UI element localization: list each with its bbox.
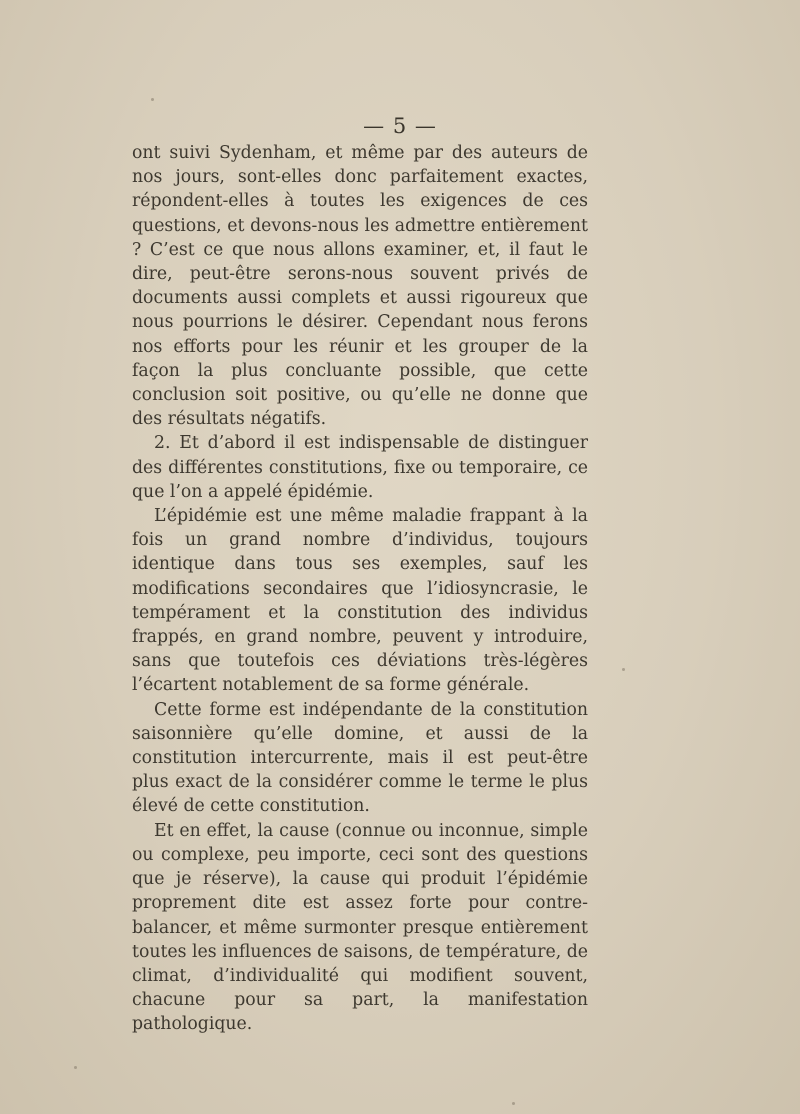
page-number: — 5 — [363, 114, 437, 138]
paragraph-3: L’épidémie est une même maladie frappant à la fois un grand nombre d’individus, toujours identique dans tous ses exemples, sauf les modifications secondaires que l’idiosyncrasie, le tempérament et la constitution des individus frappés, en grand nombre, peuvent y introduire, sans que toutefois ces déviations très-légères l’écartent notablement de sa forme générale. [132, 506, 588, 696]
paper-speck [622, 668, 625, 671]
paper-speck [74, 1066, 77, 1069]
paragraph-4: Cette forme est indépendante de la constitution saisonnière qu’elle domine, et aussi de la constitution intercurrente, mais il est peut-être plus exact de la considérer comme le terme le plus élevé de cette constitution. [132, 699, 588, 817]
paper-speck [512, 1102, 515, 1105]
body-text [132, 141, 588, 1037]
paper-speck [151, 98, 154, 101]
paragraph-2: 2. Et d’abord il est indispensable de distinguer des différentes constitutions, fixe ou temporaire, ce que l’on a appelé épidémie. [132, 433, 588, 502]
paragraph-1: ont suivi Sydenham, et même par des auteurs de nos jours, sont-elles donc parfaitement exactes, répondent-elles à toutes les exigences de ces questions, et devons-nous les admettre entièrement ? C’est ce que nous allons examiner, et, il faut le dire, peut-être serons-nous souvent privés de documents aussi complets et aussi rigoureux que nous pourrions le désirer. Cependant nous ferons nos efforts pour les réunir et les grouper de la façon la plus concluante possible, que cette conclusion soit positive, ou qu’elle ne donne que des résultats négatifs. [132, 143, 588, 430]
paragraph-5: Et en effet, la cause (connue ou inconnue, simple ou complexe, peu importe, ceci sont des questions que je réserve), la cause qui produit l’épidémie proprement dite est assez forte pour contre-balancer, et même surmonter presque entièrement toutes les influences de saisons, de température, de climat, d’individualité qui modifient souvent, chacune pour sa part, la manifestation pathologique. [132, 820, 588, 1035]
